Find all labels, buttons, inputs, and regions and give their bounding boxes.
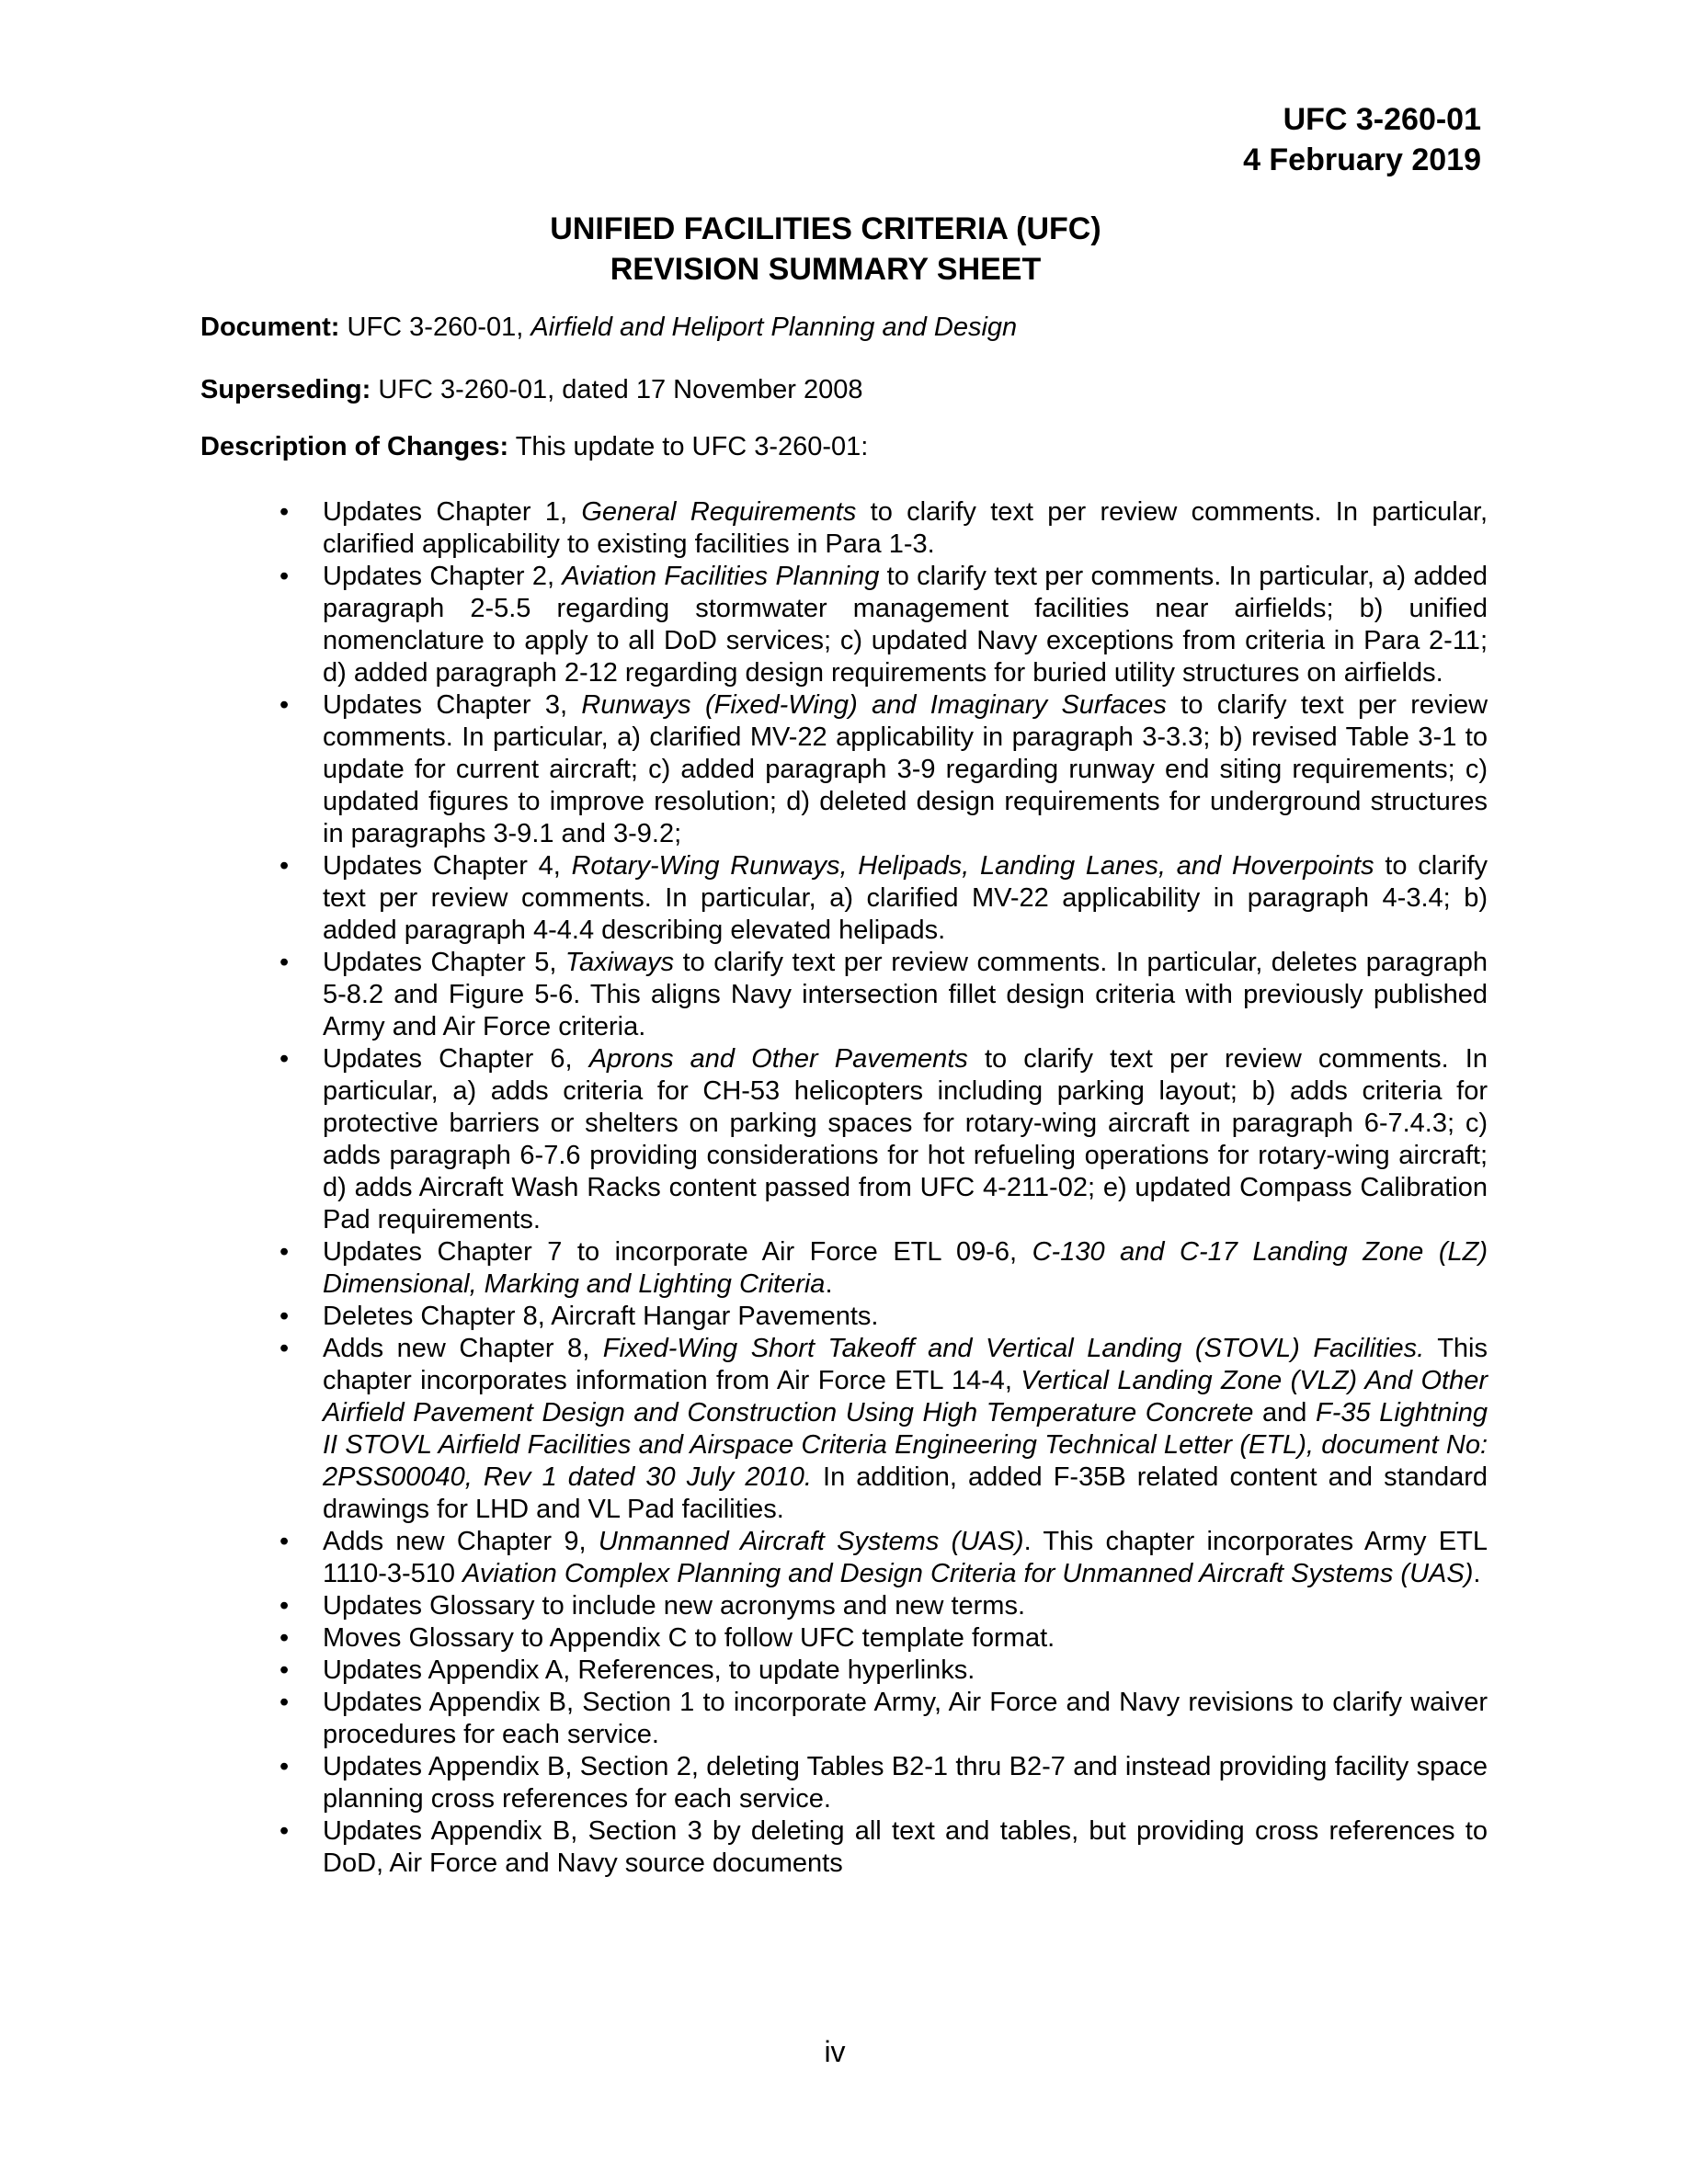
change-item-text: Deletes Chapter 8, Aircraft Hangar Pavements. [323, 1302, 879, 1331]
change-item-text: . This chapter incorporates Army ETL 1110-3-510 [323, 1527, 1488, 1588]
change-item-text: Updates Chapter 2, [323, 562, 563, 591]
document-header [1243, 99, 1481, 180]
change-item [200, 561, 1488, 689]
change-item-title: Aviation Complex Planning and Design Criteria for Unmanned Aircraft Systems (UAS) [462, 1559, 1474, 1588]
change-item-title: Runways (Fixed-Wing) and Imaginary Surfaces [581, 690, 1167, 720]
change-item-title: Unmanned Aircraft Systems (UAS) [598, 1527, 1024, 1556]
change-item-text: to clarify text per review comments. In particular, deletes paragraph 5-8.2 and Figure 5-6. This aligns Navy intersection fillet design criteria with previously published Army and Air Force criteria. [323, 948, 1488, 1041]
document-title: Airfield and Heliport Planning and Design [530, 313, 1018, 342]
change-item [200, 1687, 1488, 1751]
change-item [200, 850, 1488, 947]
change-item-text: . [1473, 1559, 1481, 1588]
page-number: iv [824, 2035, 846, 2068]
change-item-text: Adds new Chapter 8, [323, 1334, 603, 1363]
change-item-text: to clarify text per review comments. In particular, a) clarified MV-22 applicability in paragraph 4-3.4; b) added paragraph 4-4.4 describing elevated helipads. [323, 851, 1488, 945]
changes-list [200, 496, 1488, 1880]
change-item [200, 496, 1488, 561]
description-line [200, 430, 1488, 463]
change-item-text: . [825, 1269, 833, 1299]
change-item [200, 1751, 1488, 1815]
change-item-text: Updates Appendix B, Section 2, deleting Tables B2-1 thru B2-7 and instead providing facility space planning cross references for each service. [323, 1752, 1488, 1814]
page-title [0, 209, 1688, 290]
change-item-title: F-35 Lightning II STOVL Airfield Facilities and Airspace Criteria Engineering Technical Letter (ETL), document No: 2PSS00040, Rev 1 dated 30 July 2010. [323, 1398, 1488, 1492]
change-item-title: Fixed-Wing Short Takeoff and Vertical Landing (STOVL) Facilities. [602, 1334, 1425, 1363]
change-item-title: C-130 and C-17 Landing Zone (LZ) Dimensional, Marking and Lighting Criteria [323, 1237, 1488, 1299]
change-item-text: This chapter incorporates information from Air Force ETL 14-4, [323, 1334, 1488, 1395]
superseding-label: Superseding: [200, 375, 371, 404]
change-item-title: General Requirements [581, 497, 857, 527]
description-value: This update to UFC 3-260-01: [515, 432, 869, 461]
change-item [200, 1622, 1488, 1655]
change-item-text: Updates Chapter 3, [323, 690, 582, 720]
change-item [200, 1590, 1488, 1622]
change-item-text: Updates Chapter 6, [323, 1044, 589, 1074]
change-item [200, 1043, 1488, 1236]
change-item [200, 689, 1488, 850]
change-item-text: In addition, added F-35B related content and standard drawings for LHD and VL Pad facilities. [323, 1462, 1488, 1524]
title-line-1: UNIFIED FACILITIES CRITERIA (UFC) [550, 211, 1101, 246]
superseding-value: UFC 3-260-01, dated 17 November 2008 [378, 375, 863, 404]
change-item-title: Aprons and Other Pavements [588, 1044, 968, 1074]
change-item-title: Taxiways [565, 948, 675, 977]
change-item-text: Moves Glossary to Appendix C to follow UFC template format. [323, 1623, 1055, 1653]
change-item [200, 1236, 1488, 1301]
document-number-ref: UFC 3-260-01, [347, 313, 524, 342]
document-label: Document: [200, 313, 340, 342]
change-item-text: to clarify text per review comments. In particular, a) adds criteria for CH-53 helicopters including parking layout; b) adds criteria for protective barriers or shelters on parking spaces for rotary-wing aircraft in paragraph 6-7.4.3; c) adds paragraph 6-7.6 providing considerations for hot refueling operations for rotary-wing aircraft; d) adds Aircraft Wash Racks content passed from UFC 4-211-02; e) updated Compass Calibration Pad requirements. [323, 1044, 1488, 1234]
change-item-text: Updates Chapter 5, [323, 948, 565, 977]
change-item-text: to clarify text per review comments. In particular, clarified applicability to existing facilities in Para 1-3. [323, 497, 1488, 559]
change-item-text: Updates Chapter 4, [323, 851, 572, 881]
change-item-text: Updates Appendix B, Section 1 to incorporate Army, Air Force and Navy revisions to clarify waiver procedures for each service. [323, 1688, 1488, 1749]
document-date: 4 February 2019 [1243, 142, 1481, 177]
change-item-text: Updates Glossary to include new acronyms and new terms. [323, 1591, 1026, 1621]
description-label: Description of Changes: [200, 432, 509, 461]
change-item [200, 1333, 1488, 1526]
change-item-title: Rotary-Wing Runways, Helipads, Landing Lanes, and Hoverpoints [571, 851, 1374, 881]
change-item [200, 1815, 1488, 1880]
change-item-text: to clarify text per comments. In particular, a) added paragraph 2-5.5 regarding stormwater management facilities near airfields; b) unified nomenclature to apply to all DoD services; c) updated Navy exceptions from criteria in Para 2-11; d) added paragraph 2-12 regarding design requirements for buried utility structures on airfields. [323, 562, 1488, 688]
document-number: UFC 3-260-01 [1283, 102, 1481, 137]
document-line [200, 311, 1488, 344]
change-item-title: Aviation Facilities Planning [562, 562, 880, 591]
change-item [200, 1526, 1488, 1590]
change-item [200, 1301, 1488, 1333]
change-item-text: Updates Appendix B, Section 3 by deleting all text and tables, but providing cross references to DoD, Air Force and Navy source documents [323, 1816, 1488, 1878]
title-line-2: REVISION SUMMARY SHEET [610, 252, 1042, 287]
change-item-text: to clarify text per review comments. In particular, a) clarified MV-22 applicability in paragraph 3-3.3; b) revised Table 3-1 to update for current aircraft; c) added paragraph 3-9 regarding runway end siting requirements; c) updated figures to improve resolution; d) deleted design requirements for underground structures in paragraphs 3-9.1 and 3-9.2; [323, 690, 1488, 848]
change-item-text: Updates Appendix A, References, to update hyperlinks. [323, 1655, 975, 1685]
change-item [200, 947, 1488, 1043]
change-item-title: Vertical Landing Zone (VLZ) And Other Airfield Pavement Design and Construction Using High Temperature Concrete [323, 1366, 1488, 1428]
change-item-text: Updates Chapter 7 to incorporate Air Force ETL 09-6, [323, 1237, 1032, 1267]
change-item-text: and [1253, 1398, 1317, 1428]
change-item-text: Updates Chapter 1, [323, 497, 582, 527]
change-item [200, 1655, 1488, 1687]
superseding-line [200, 373, 1488, 406]
change-item-text: Adds new Chapter 9, [323, 1527, 599, 1556]
